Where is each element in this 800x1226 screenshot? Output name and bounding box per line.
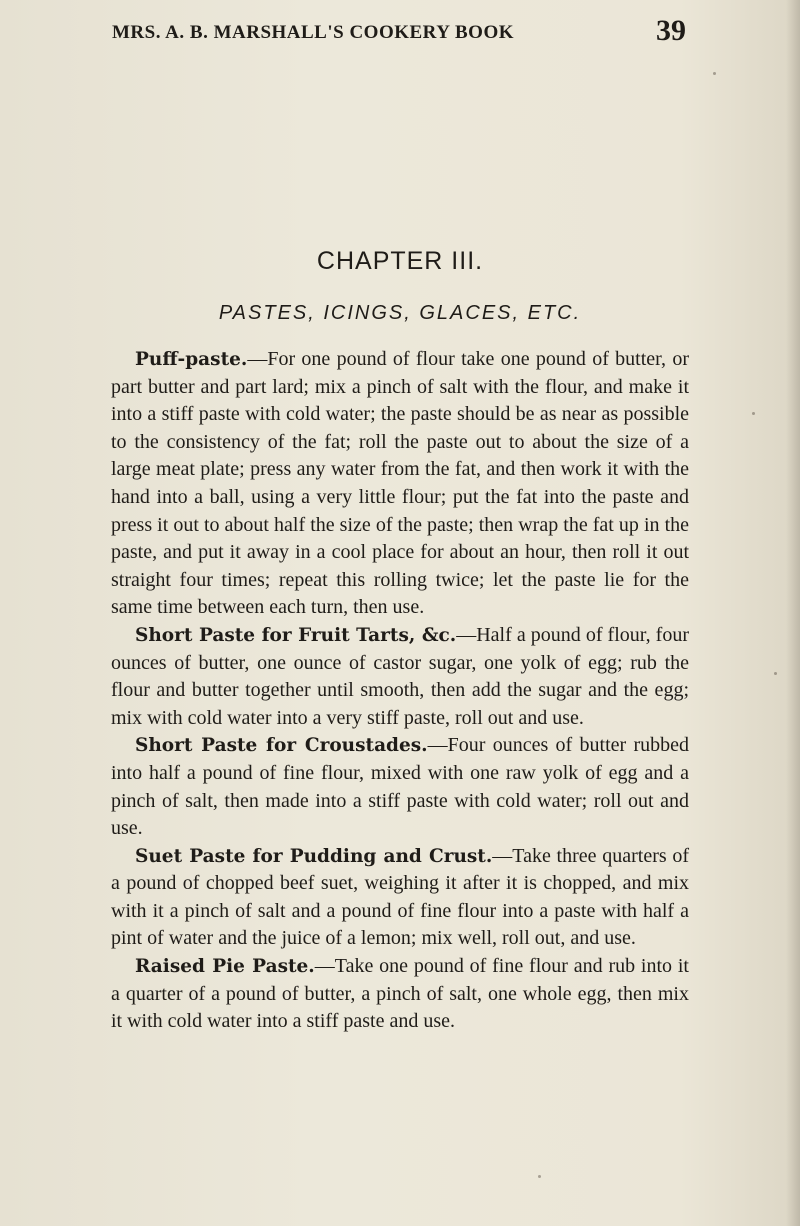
- recipe-title: Short Paste for Croustades.: [135, 735, 428, 757]
- ink-speck: [774, 672, 777, 675]
- page-number: 39: [656, 14, 686, 47]
- ink-speck: [538, 1175, 541, 1178]
- recipe-text-body: [111, 346, 689, 1036]
- recipe-paragraph-puff-paste: [111, 346, 689, 622]
- recipe-title: Raised Pie Paste.: [135, 956, 315, 978]
- ink-speck: [713, 72, 716, 75]
- running-title: MRS. A. B. MARSHALL'S COOKERY BOOK: [112, 22, 515, 43]
- page-edge-shadow: [786, 0, 800, 1226]
- ink-speck: [752, 412, 755, 415]
- recipe-paragraph-short-paste-fruit-tarts: [111, 622, 689, 732]
- recipe-paragraph-raised-pie-paste: [111, 953, 689, 1036]
- recipe-text: —Take one pound of fine flour and rub into it a quarter of a pound of butter, a pinch of salt, one whole egg, then mix it with cold water into a stiff paste and use.: [111, 955, 689, 1033]
- recipe-paragraph-short-paste-croustades: [111, 732, 689, 842]
- chapter-title: CHAPTER III.: [316, 247, 484, 275]
- running-head: [112, 14, 686, 54]
- recipe-paragraph-suet-paste: [111, 843, 689, 953]
- recipe-title: Suet Paste for Pudding and Crust.: [135, 845, 493, 867]
- recipe-title: Short Paste for Fruit Tarts, &c.: [135, 624, 457, 646]
- recipe-text: —Four ounces of butter rubbed into half a pound of fine flour, mixed with one raw yolk of egg and a pinch of salt, then made into a stiff paste with cold water; roll out and use.: [111, 734, 689, 840]
- recipe-text: —Half a pound of flour, four ounces of butter, one ounce of castor sugar, one yolk of egg; rub the flour and butter together until smooth, then add the sugar and the egg; mix with cold water into a very stiff paste, roll out and use.: [111, 623, 689, 729]
- chapter-subtitle: PASTES, ICINGS, GLACES, ETC.: [218, 302, 582, 324]
- recipe-text: —Take three quarters of a pound of chopped beef suet, weighing it after it is chopped, and mix with it a pinch of salt and a pound of fine flour into a paste with half a pint of water and the juice of a lemon; mix well, roll out, and use.: [111, 844, 689, 950]
- recipe-title: Puff-paste.: [135, 349, 248, 370]
- recipe-text: —For one pound of flour take one pound of butter, or part butter and part lard; mix a pinch of salt with the flour, and make it into a stiff paste with cold water; the paste should be as near as possible to the consistency of the fat; roll the paste out to about the size of a large meat plate; press any water from the fat, and then work it with the hand into a ball, using a very little flour; put the fat into the paste and press it out to about half the size of the paste; then wrap the fat up in the paste, and put it away in a cool place for about an hour, then roll it out straight four times; repeat this rolling twice; let the paste lie for the same time between each turn, then use.: [111, 348, 689, 619]
